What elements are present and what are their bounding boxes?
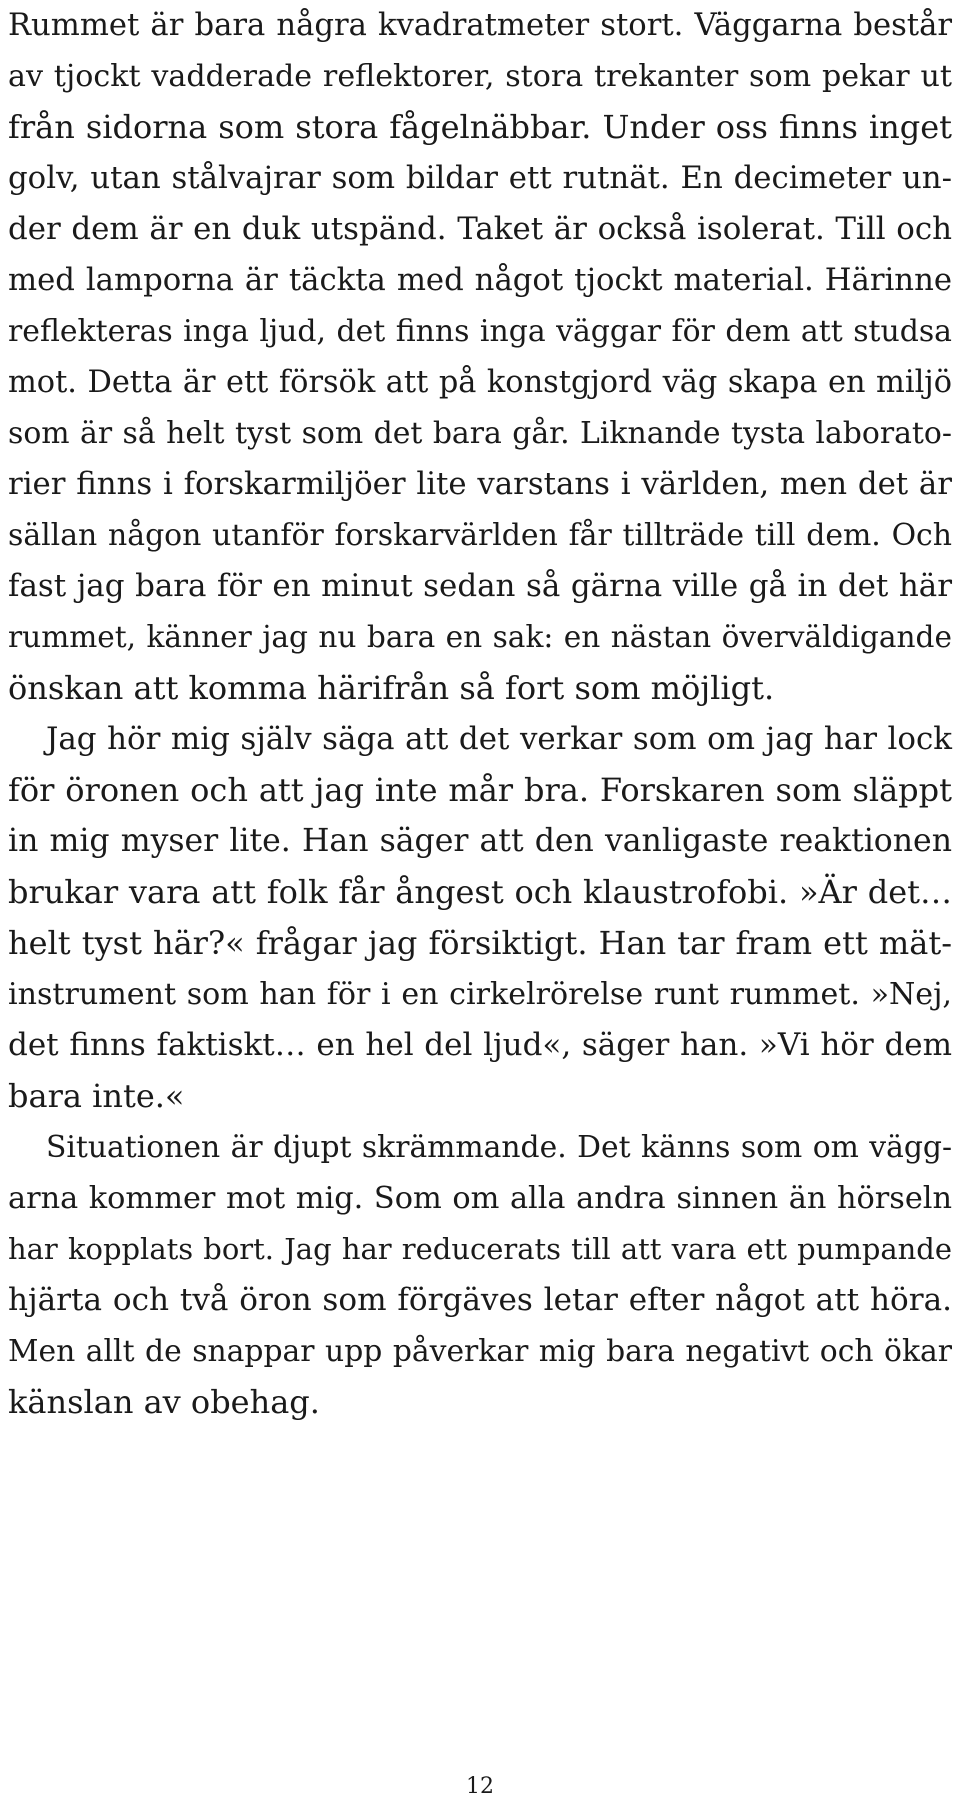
book-page-body — [8, 0, 952, 1428]
text-line: helt tyst här?« frågar jag försiktigt. Han tar fram ett mät- — [8, 924, 952, 962]
text-line: har kopplats bort. Jag har reducerats till att vara ett pumpande — [8, 1232, 952, 1266]
text-line: med lamporna är täckta med något tjockt material. Härinne — [8, 263, 952, 298]
text-line-indented: Situationen är djupt skrämmande. Det känns som om vägg- — [46, 1130, 952, 1165]
text-line: rier finns i forskarmiljöer lite varstans i världen, men det är — [8, 466, 952, 502]
text-line: instrument som han för i en cirkelrörelse runt rummet. »Nej, — [8, 977, 952, 1012]
paragraph-3 — [8, 1122, 952, 1428]
text-line: känslan av obehag. — [8, 1383, 320, 1421]
text-line: golv, utan stålvajrar som bildar ett rutnät. En decimeter un- — [8, 160, 952, 196]
page-number: 12 — [466, 1774, 494, 1799]
text-line: för öronen och att jag inte mår bra. Forskaren som släppt — [8, 771, 952, 809]
text-line: rummet, känner jag nu bara en sak: en nästan överväldigande — [8, 620, 952, 654]
text-line: in mig myser lite. Han säger att den vanligaste reaktionen — [8, 823, 952, 859]
text-line: brukar vara att folk får ångest och klaustrofobi. »Är det… — [8, 873, 952, 911]
text-line: sällan någon utanför forskarvärlden får tillträde till dem. Och — [8, 518, 952, 553]
text-line: från sidorna som stora fågelnäbbar. Under oss finns inget — [8, 108, 952, 146]
text-line: der dem är en duk utspänd. Taket är också isolerat. Till och — [8, 211, 952, 247]
text-line: önskan att komma härifrån så fort som möjligt. — [8, 669, 775, 707]
text-line: Rummet är bara några kvadratmeter stort. Väggarna består — [8, 8, 952, 43]
text-line: hjärta och två öron som förgäves letar efter något att höra. — [8, 1282, 952, 1318]
paragraph-2 — [8, 714, 952, 1122]
text-line: reflekteras inga ljud, det finns inga väggar för dem att studsa — [8, 314, 952, 349]
text-line: bara inte.« — [8, 1077, 185, 1115]
text-line: det finns faktiskt… en hel del ljud«, säger han. »Vi hör dem — [8, 1027, 952, 1063]
text-line: mot. Detta är ett försök att på konstgjord väg skapa en miljö — [8, 365, 952, 400]
text-line-indented: Jag hör mig själv säga att det verkar som om jag har lock — [46, 721, 952, 757]
text-line: av tjockt vadderade reflektorer, stora trekanter som pekar ut — [8, 59, 952, 94]
paragraph-1 — [8, 0, 952, 714]
text-line: fast jag bara för en minut sedan så gärna ville gå in det här — [8, 568, 952, 604]
text-line: arna kommer mot mig. Som om alla andra sinnen än hörseln — [8, 1181, 952, 1216]
text-line: Men allt de snappar upp påverkar mig bara negativt och ökar — [8, 1334, 952, 1369]
text-line: som är så helt tyst som det bara går. Liknande tysta laborato- — [8, 416, 952, 451]
